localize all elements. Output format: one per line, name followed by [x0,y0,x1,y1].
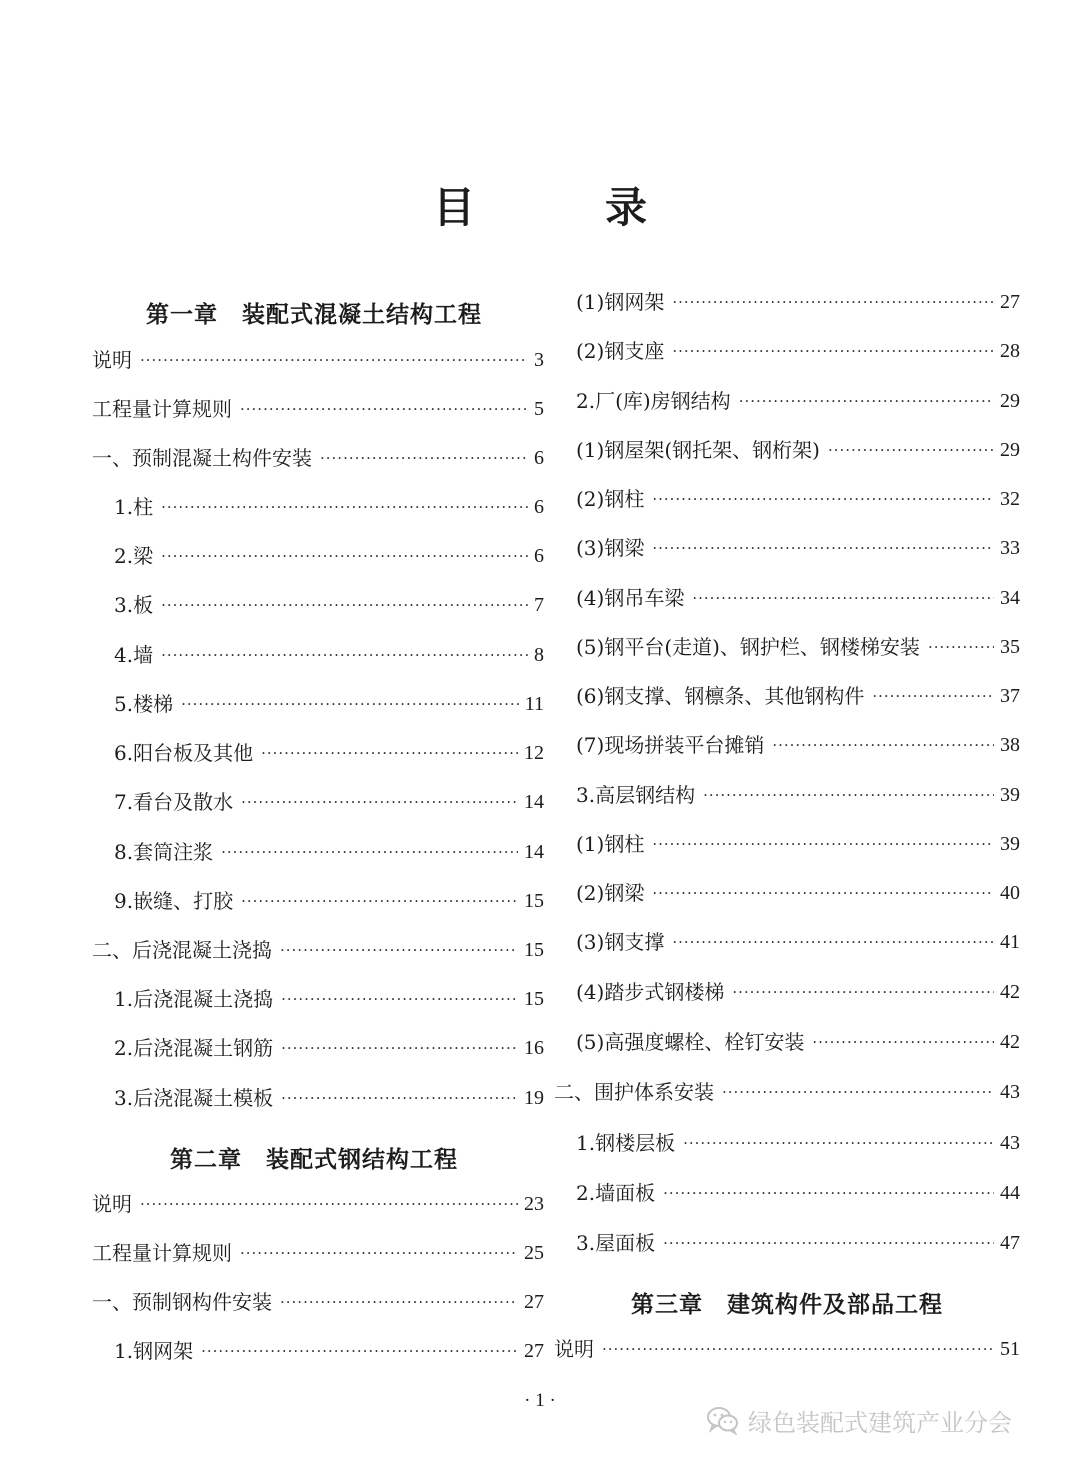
toc-entry-page: 33 [1000,537,1020,559]
toc-entry-label: 6.阳台板及其他 [114,741,254,765]
toc-entry-page: 39 [1000,833,1020,855]
toc-entry-label: (1)钢柱 [576,832,645,856]
toc-entry-page: 16 [524,1037,544,1059]
toc-entry-page: 41 [1000,931,1020,953]
toc-leader-dots [772,728,994,762]
toc-entry[interactable] [114,884,544,918]
toc-entry[interactable] [576,728,1020,762]
watermark [706,1400,1012,1440]
chapter-1-heading [92,298,536,332]
toc-entry[interactable] [576,482,1020,516]
toc-entry[interactable] [114,1031,544,1065]
chapter-3-heading [554,1288,1020,1322]
toc-entry[interactable] [576,1226,1020,1260]
toc-entry-page: 23 [524,1193,544,1215]
toc-entry-label: 一、预制混凝土构件安装 [92,446,312,470]
toc-entry[interactable] [576,1025,1020,1059]
toc-leader-dots [280,1285,518,1319]
toc-entry-page: 3 [534,349,544,371]
toc-entry[interactable] [576,1176,1020,1210]
toc-leader-dots [181,687,519,721]
toc-entry[interactable] [114,490,544,524]
toc-entry-page: 6 [534,496,544,518]
toc-entry-label: 9.嵌缝、打胶 [114,889,234,913]
toc-entry-page: 29 [1000,390,1020,412]
toc-entry-page: 47 [1000,1232,1020,1254]
toc-entry-label: 说明 [554,1337,594,1361]
toc-leader-dots [261,736,518,770]
page-title: 目 录 [432,183,691,232]
toc-entry-label: 3.后浇混凝土模板 [114,1086,274,1110]
toc-entry-label: (6)钢支撑、钢檩条、其他钢构件 [576,684,865,708]
toc-entry-page: 43 [1000,1132,1020,1154]
chapter-2-name: 装配式钢结构工程 [266,1147,458,1173]
toc-entry-label: 一、预制钢构件安装 [92,1290,272,1314]
toc-entry[interactable] [576,975,1020,1009]
toc-entry[interactable] [92,392,544,426]
chapter-1-name: 装配式混凝土结构工程 [242,302,482,328]
toc-entry[interactable] [92,1236,544,1270]
toc-entry[interactable] [576,876,1020,910]
toc-entry[interactable] [576,1126,1020,1160]
toc-entry[interactable] [576,630,1020,664]
toc-entry-page: 51 [1000,1338,1020,1360]
toc-entry[interactable] [554,1332,1020,1366]
toc-entry-label: 3.板 [114,593,154,617]
toc-entry-label: 3.高层钢结构 [576,783,696,807]
toc-entry[interactable] [576,581,1020,615]
toc-entry-page: 35 [1000,636,1020,658]
toc-entry-label: 1.柱 [114,495,154,519]
toc-leader-dots [240,1236,518,1270]
toc-leader-dots [281,982,518,1016]
toc-leader-dots [281,1081,518,1115]
chapter-2-heading [92,1143,536,1177]
toc-leader-dots [692,581,994,615]
toc-entry[interactable] [114,1081,544,1115]
toc-entry-label: (5)高强度螺栓、栓钉安装 [576,1030,805,1054]
toc-entry-label: (4)踏步式钢楼梯 [576,980,725,1004]
toc-entry-page: 34 [1000,587,1020,609]
toc-entry[interactable] [114,835,544,869]
toc-entry-page: 14 [524,791,544,813]
toc-leader-dots [652,876,994,910]
toc-entry-page: 38 [1000,734,1020,756]
toc-entry-label: 2.梁 [114,544,154,568]
toc-entry-page: 8 [534,644,544,666]
toc-entry-page: 27 [524,1291,544,1313]
toc-entry[interactable] [114,1334,544,1368]
toc-leader-dots [281,1031,518,1065]
toc-entry-label: 1.后浇混凝土浇捣 [114,987,274,1011]
toc-entry-label: 1.钢楼层板 [576,1131,676,1155]
toc-leader-dots [161,588,528,622]
toc-entry-label: (2)钢柱 [576,487,645,511]
toc-entry-label: 1.钢网架 [114,1339,194,1363]
toc-entry-label: 7.看台及散水 [114,790,234,814]
toc-entry-page: 28 [1000,340,1020,362]
toc-entry-page: 27 [524,1340,544,1362]
toc-leader-dots [240,392,528,426]
wechat-icon [706,1405,740,1435]
toc-entry-label: (1)钢屋架(钢托架、钢桁架) [576,438,820,462]
toc-entry-page: 27 [1000,291,1020,313]
toc-entry-label: 5.楼梯 [114,692,174,716]
toc-entry[interactable] [114,539,544,573]
toc-entry-label: 说明 [92,1192,132,1216]
toc-entry-page: 37 [1000,685,1020,707]
toc-entry-label: 2.墙面板 [576,1181,656,1205]
toc-entry-page: 11 [524,693,544,715]
toc-leader-dots [663,1176,994,1210]
toc-entry[interactable] [576,384,1020,418]
toc-leader-dots [722,1075,994,1109]
toc-entry-label: 8.套筒注浆 [114,840,214,864]
toc-entry-page: 29 [1000,439,1020,461]
toc-leader-dots [161,638,528,672]
toc-entry[interactable] [114,736,544,770]
toc-leader-dots [652,482,994,516]
toc-entry[interactable] [576,531,1020,565]
toc-leader-dots [161,539,528,573]
toc-leader-dots [872,679,994,713]
toc-entry-label: (2)钢支座 [576,339,665,363]
toc-entry-label: 3.屋面板 [576,1231,656,1255]
chapter-1-label: 第一章 [146,302,218,328]
toc-entry-label: 二、围护体系安装 [554,1080,714,1104]
toc-leader-dots [161,490,528,524]
toc-entry[interactable] [576,285,1020,319]
toc-leader-dots [140,343,528,377]
toc-leader-dots [140,1187,518,1221]
toc-entry-page: 7 [534,594,544,616]
toc-entry-page: 5 [534,398,544,420]
toc-leader-dots [703,778,994,812]
toc-entry-page: 32 [1000,488,1020,510]
toc-leader-dots [320,441,528,475]
toc-entry[interactable] [114,687,544,721]
toc-entry[interactable] [576,925,1020,959]
toc-entry-page: 39 [1000,784,1020,806]
chapter-2-label: 第二章 [170,1147,242,1173]
toc-leader-dots [672,285,994,319]
toc-entry-label: (5)钢平台(走道)、钢护栏、钢楼梯安装 [576,635,920,659]
toc-entry-label: (3)钢梁 [576,536,645,560]
toc-leader-dots [663,1226,994,1260]
toc-entry[interactable] [554,1075,1020,1109]
toc-leader-dots [280,933,518,967]
toc-leader-dots [739,384,994,418]
toc-leader-dots [602,1332,994,1366]
toc-entry-label: 说明 [92,348,132,372]
watermark-text: 绿色装配式建筑产业分会 [748,1408,1012,1437]
toc-leader-dots [221,835,518,869]
toc-entry-page: 43 [1000,1081,1020,1103]
toc-entry[interactable] [576,433,1020,467]
toc-entry-page: 42 [1000,1031,1020,1053]
toc-entry-label: 二、后浇混凝土浇捣 [92,938,272,962]
toc-entry-label: 2.厂(库)房钢结构 [576,389,731,413]
toc-entry[interactable] [92,343,544,377]
toc-entry-label: (3)钢支撑 [576,930,665,954]
toc-leader-dots [672,925,994,959]
chapter-3-name: 建筑构件及部品工程 [727,1292,943,1318]
toc-entry-page: 6 [534,545,544,567]
toc-leader-dots [201,1334,518,1368]
toc-entry[interactable] [114,588,544,622]
toc-entry[interactable] [576,778,1020,812]
toc-entry[interactable] [92,1285,544,1319]
toc-leader-dots [828,433,994,467]
toc-entry-page: 19 [524,1087,544,1109]
toc-leader-dots [241,884,518,918]
toc-entry-page: 15 [524,939,544,961]
toc-leader-dots [652,827,994,861]
toc-entry-page: 6 [534,447,544,469]
toc-leader-dots [928,630,994,664]
toc-entry-page: 15 [524,988,544,1010]
toc-leader-dots [241,785,518,819]
toc-entry[interactable] [92,441,544,475]
page-number: · 1 · [524,1390,556,1411]
toc-entry[interactable] [92,933,544,967]
toc-entry[interactable] [114,785,544,819]
chapter-3-label: 第三章 [631,1292,703,1318]
toc-entry[interactable] [576,679,1020,713]
toc-entry-page: 12 [524,742,544,764]
toc-entry[interactable] [576,334,1020,368]
toc-entry[interactable] [114,638,544,672]
toc-entry-page: 14 [524,841,544,863]
toc-leader-dots [812,1025,994,1059]
toc-leader-dots [672,334,994,368]
toc-entry-label: 4.墙 [114,643,154,667]
toc-entry[interactable] [92,1187,544,1221]
toc-entry-page: 44 [1000,1182,1020,1204]
toc-entry[interactable] [576,827,1020,861]
toc-entry-label: (1)钢网架 [576,290,665,314]
toc-entry-page: 15 [524,890,544,912]
toc-entry-page: 42 [1000,981,1020,1003]
toc-entry-label: (4)钢吊车梁 [576,586,685,610]
toc-leader-dots [732,975,994,1009]
toc-entry[interactable] [114,982,544,1016]
toc-leader-dots [683,1126,994,1160]
toc-entry-page: 25 [524,1242,544,1264]
toc-entry-label: 2.后浇混凝土钢筋 [114,1036,274,1060]
toc-entry-page: 40 [1000,882,1020,904]
toc-entry-label: (7)现场拼装平台摊销 [576,733,765,757]
toc-leader-dots [652,531,994,565]
toc-entry-label: (2)钢梁 [576,881,645,905]
toc-entry-label: 工程量计算规则 [92,1241,232,1265]
toc-entry-label: 工程量计算规则 [92,397,232,421]
